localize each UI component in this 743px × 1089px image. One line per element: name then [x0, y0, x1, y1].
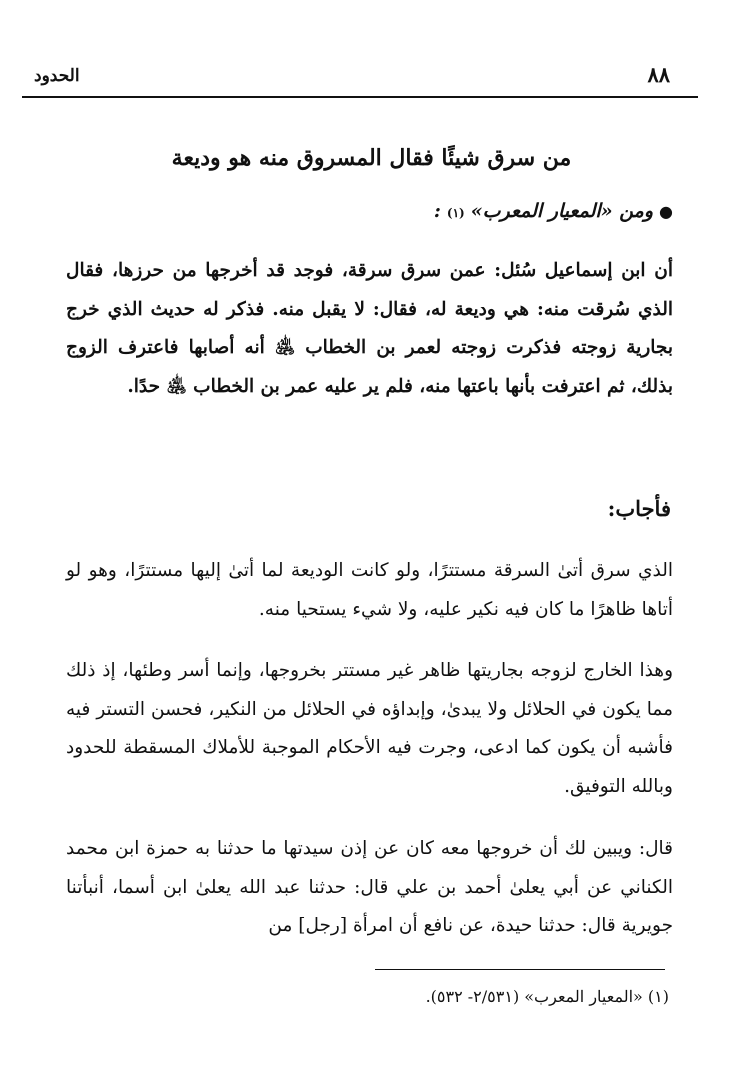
source-colon: :	[433, 200, 441, 222]
answer-paragraph: وهذا الخارج لزوجه بجاريتها ظاهر غير مستتر بخروجها، وإنما أسر وطئها، إذ ذلك مما يكون في الحلائل ولا يبدىٰ، وإبداؤه في الحلائل من النكير، فحسن التستر فيه فأشبه أن يكون كما ادعى، وجرت فيه الأحكام الموجبة للأملاك المسقطة للحدود وبالله التوفيق.	[66, 660, 673, 797]
header-divider	[22, 96, 698, 98]
footnote: (١) «المعيار المعرب» (٢/٥٣١- ٥٣٢).	[425, 987, 669, 1006]
footnote-reference: (١)	[446, 206, 465, 220]
section-title: من سرق شيئًا فقال المسروق منه هو وديعة	[171, 145, 572, 171]
page-number: ٨٨	[647, 62, 670, 87]
bullet-icon: ●	[659, 202, 673, 221]
source-text: ومن «المعيار المعرب»	[470, 200, 654, 222]
page-header	[22, 62, 698, 92]
question-text: أن ابن إسماعيل سُئل: عمن سرق سرقة، فوجد قد أخرجها من حرزها، فقال الذي سُرقت منه: هي وديعة له، فقال: لا يقبل منه. فذكر له حديث الذي خرج بجارية زوجته فذكرت زوجته لعمر بن الخطاب ﵁ أنه أصابها فاعترف الزوج بذلك، ثم اعترفت بأنها باعتها منه، فلم ير عليه عمر بن الخطاب ﵁ حدًا.	[66, 260, 673, 397]
answer-paragraph: قال: ويبين لك أن خروجها معه كان عن إذن سيدتها ما حدثنا به حمزة ابن محمد الكناني عن أبي يعلىٰ أحمد بن علي قال: حدثنا عبد الله يعلىٰ ابن أسما، أنبأتنا جويرية قال: حدثنا حيدة، عن نافع أن امرأة [رجل] من	[66, 838, 673, 936]
footnote-divider	[375, 969, 665, 970]
answer-paragraph: الذي سرق أتىٰ السرقة مستترًا، ولو كانت الوديعة لما أتىٰ إليها مستترًا، وهو لو أتاها ظاهرًا ما كان فيه نكير عليه، ولا شيء يستحيا منه.	[66, 560, 673, 620]
answer-label: فأجاب:	[607, 496, 671, 521]
source-citation	[434, 200, 673, 222]
running-head: الحدود	[34, 66, 80, 86]
